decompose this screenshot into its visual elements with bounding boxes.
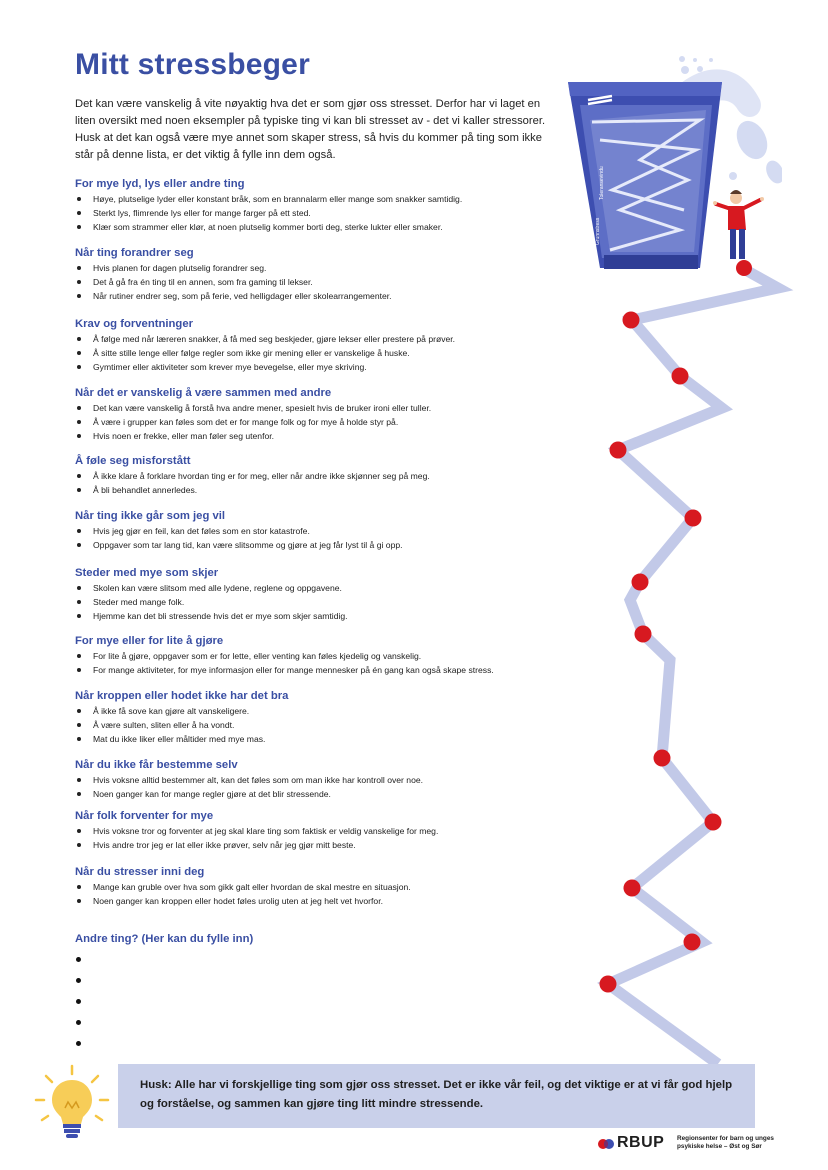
- section-list: [75, 824, 595, 852]
- list-item: Når rutiner endrer seg, som på ferie, ved helligdager eller skolearrangementer.: [75, 289, 595, 303]
- list-item: Noen ganger kan kroppen eller hodet føles urolig uten at jeg helt vet hvorfor.: [75, 894, 595, 908]
- section-list: [75, 261, 595, 303]
- list-item: Å ikke klare å forklare hvordan ting er for meg, eller når andre ikke skjønner seg på meg.: [75, 469, 595, 483]
- list-item: Hvis voksne tror og forventer at jeg skal klare ting som faktisk er veldig vanskelige for meg.: [75, 824, 595, 838]
- section-list: [75, 649, 595, 677]
- blank-list-item[interactable]: [75, 1014, 253, 1035]
- list-item: Det kan være vanskelig å forstå hva andre mener, spesielt hvis de bruker ironi eller tuller.: [75, 401, 595, 415]
- list-item: Skolen kan være slitsom med alle lydene, reglene og oppgavene.: [75, 581, 595, 595]
- section-list: [75, 401, 595, 443]
- section: [75, 317, 595, 386]
- list-item: Å ikke få sove kan gjøre alt vanskeligere.: [75, 704, 595, 718]
- section: [75, 246, 595, 317]
- section: [75, 509, 595, 566]
- list-item: Hvis jeg gjør en feil, kan det føles som en stor katastrofe.: [75, 524, 595, 538]
- section: [75, 177, 595, 246]
- path-dot: [600, 976, 617, 993]
- list-item: Hjemme kan det bli stressende hvis det er mye som skjer samtidig.: [75, 609, 595, 623]
- section-list: [75, 880, 595, 908]
- list-item: Hvis noen er frekke, eller man føler seg utenfor.: [75, 429, 595, 443]
- section-title: Når det er vanskelig å være sammen med andre: [75, 387, 332, 399]
- section-title: Når folk forventer for mye: [75, 810, 214, 822]
- section: [75, 865, 595, 915]
- list-item: Å være sulten, sliten eller å ha vondt.: [75, 718, 595, 732]
- section-title: For mye lyd, lys eller andre ting: [75, 178, 245, 190]
- section-title: Når du stresser inni deg: [75, 866, 205, 878]
- list-item: Noen ganger kan for mange regler gjøre at det blir stressende.: [75, 787, 595, 801]
- blank-list-item[interactable]: [75, 972, 253, 993]
- section: [75, 454, 595, 509]
- list-item: Mat du ikke liker eller måltider med mye mas.: [75, 732, 595, 746]
- section-list: [75, 704, 595, 746]
- list-item: Klær som strammer eller klør, at noen plutselig kommer borti deg, sterke lukter eller smaker.: [75, 220, 595, 234]
- path-dot: [610, 442, 627, 459]
- section-title: For mye eller for lite å gjøre: [75, 635, 224, 647]
- list-item: Hvis planen for dagen plutselig forandrer seg.: [75, 261, 595, 275]
- list-item: Gymtimer eller aktiviteter som krever mye bevegelse, eller mye skriving.: [75, 360, 595, 374]
- list-item: For lite å gjøre, oppgaver som er for lette, eller venting kan føles kjedelig og vanskelig.: [75, 649, 595, 663]
- section-list: [75, 332, 595, 374]
- section-title: Når kroppen eller hodet ikke har det bra: [75, 690, 289, 702]
- page-title: Mitt stressbeger: [75, 48, 310, 81]
- section: [75, 758, 595, 809]
- list-item: Høye, plutselige lyder eller konstant bråk, som en brannalarm eller mange som snakker samtidig.: [75, 192, 595, 206]
- section-title: Når ting ikke går som jeg vil: [75, 510, 226, 522]
- blank-list-item[interactable]: [75, 951, 253, 972]
- lightbulb-icon: [32, 1062, 112, 1142]
- list-item: Mange kan gruble over hva som gikk galt eller hvordan de skal mestre en situasjon.: [75, 880, 595, 894]
- path-dot: [672, 368, 689, 385]
- logo-subtitle: [677, 1135, 774, 1151]
- section-title: Krav og forventninger: [75, 318, 194, 330]
- section: [75, 809, 595, 865]
- list-item: Oppgaver som tar lang tid, kan være slitsomme og gjøre at jeg får lyst til å gi opp.: [75, 538, 595, 552]
- section-list: [75, 773, 595, 801]
- path-dot: [623, 312, 640, 329]
- logo-subtitle-line: Regionsenter for barn og unges: [677, 1135, 774, 1142]
- section: [75, 634, 595, 689]
- svg-text:Toleransevindu: Toleransevindu: [599, 166, 605, 200]
- section: [75, 689, 595, 758]
- rbup-logo-icon: [598, 1135, 614, 1151]
- remember-label: Husk:: [140, 1079, 172, 1091]
- logo-name: RBUP: [617, 1134, 665, 1151]
- section-title: Andre ting? (Her kan du fylle inn): [75, 933, 254, 945]
- remember-text: [140, 1076, 740, 1114]
- path-dot: [684, 934, 701, 951]
- path-dot: [635, 626, 652, 643]
- section-list: [75, 469, 595, 497]
- path-dot: [624, 880, 641, 897]
- blank-list-item[interactable]: [75, 993, 253, 1014]
- intro-text: Det kan være vanskelig å vite nøyaktig hva det er som gjør oss stresset. Derfor har vi laget en liten oversikt med noen eksempler på typiske ting vi kan bli stresset av - det vi kaller stressorer. Husk at det kan også være mye annet som skaper stress, så hvis du kommer på ting som ikke står på denne lista, er det viktig å fylle inn dem også.: [75, 98, 546, 161]
- list-item: For mange aktiviteter, for mye informasjon eller for mange mennesker på én gang kan også skape stress.: [75, 663, 595, 677]
- path-dot: [705, 814, 722, 831]
- other-things-section: [75, 932, 253, 1056]
- child-figure-icon: [713, 190, 764, 276]
- section: [75, 386, 595, 454]
- path-dot: [685, 510, 702, 527]
- list-item: Steder med mange folk.: [75, 595, 595, 609]
- list-item: Det å gå fra én ting til en annen, som fra gaming til lekser.: [75, 275, 595, 289]
- list-item: Å følge med når læreren snakker, å få med seg beskjeder, gjøre lekser eller prestere på prøver.: [75, 332, 595, 346]
- blank-list: [75, 951, 253, 1056]
- list-item: Sterkt lys, flimrende lys eller for mange farger på ett sted.: [75, 206, 595, 220]
- logo-subtitle-line: psykiske helse – Øst og Sør: [677, 1143, 762, 1150]
- list-item: Hvis andre tror jeg er lat eller ikke prøver, selv når jeg gjør mitt beste.: [75, 838, 595, 852]
- list-item: Å bli behandlet annerledes.: [75, 483, 595, 497]
- list-item: Å sitte stille lenge eller følge regler som ikke gir mening eller er vanskelige å huske.: [75, 346, 595, 360]
- list-item: Hvis voksne alltid bestemmer alt, kan det føles som om man ikke har kontroll over noe.: [75, 773, 595, 787]
- section-title: Når du ikke får bestemme selv: [75, 759, 238, 771]
- section-list: [75, 581, 595, 623]
- stressor-sections: [75, 177, 595, 915]
- section-title: Når ting forandrer seg: [75, 247, 194, 259]
- path-dot: [654, 750, 671, 767]
- remember-body: Alle har vi forskjellige ting som gjør oss stresset. Det er ikke vår feil, og det viktige er at vi får god hjelp og forståelse, og sammen kan gjøre ting litt mindre stressende.: [140, 1079, 733, 1110]
- section-list: [75, 192, 595, 234]
- list-item: Å være i grupper kan føles som det er for mange folk og for mye å holde styr på.: [75, 415, 595, 429]
- svg-text:Grunnstress: Grunnstress: [595, 217, 601, 245]
- section: [75, 566, 595, 634]
- rbup-logo: [598, 1134, 664, 1152]
- section-title: Steder med mye som skjer: [75, 567, 219, 579]
- path-dot: [632, 574, 649, 591]
- blank-list-item[interactable]: [75, 1035, 253, 1056]
- section-title: Å føle seg misforstått: [75, 455, 191, 467]
- section-list: [75, 524, 595, 552]
